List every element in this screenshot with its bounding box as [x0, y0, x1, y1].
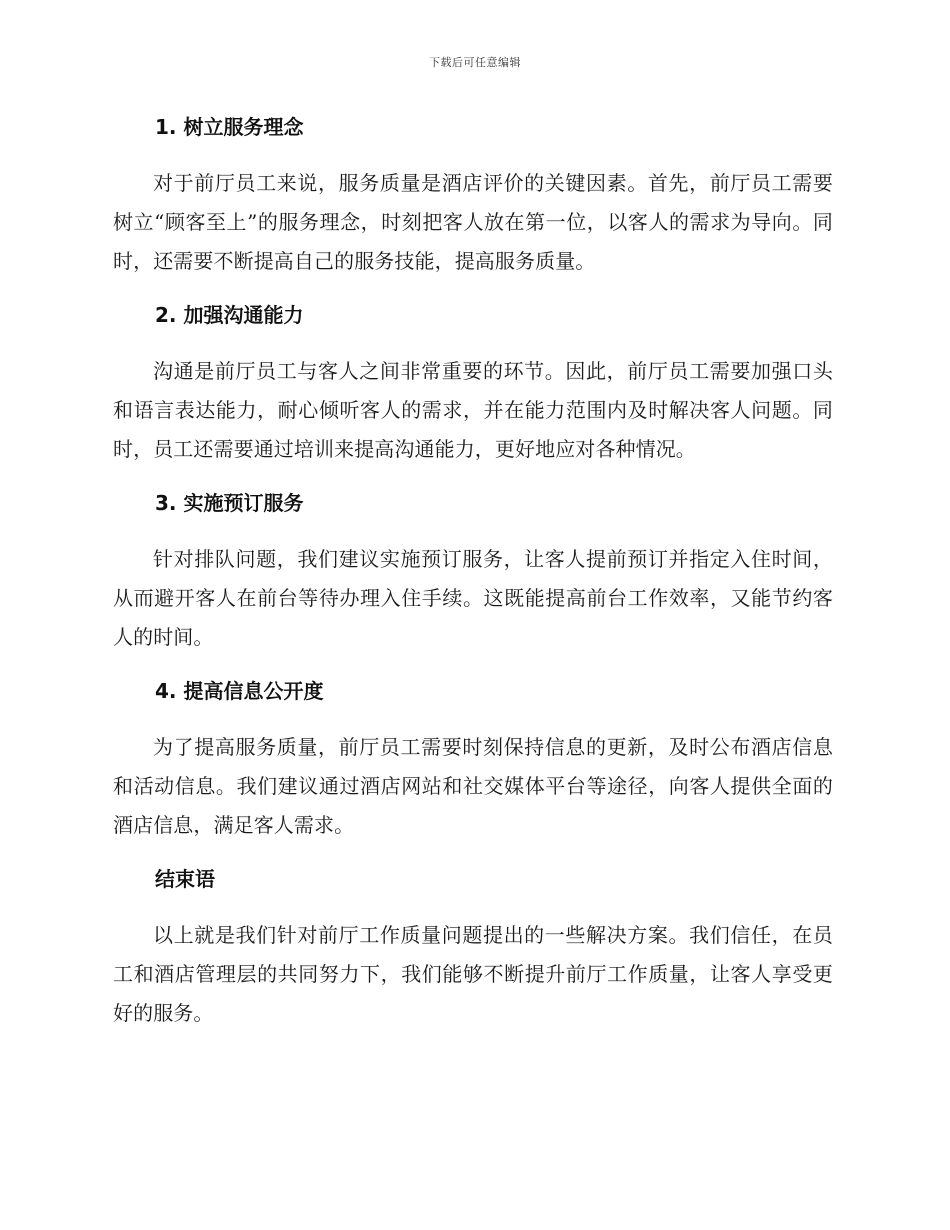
- page-header: 下载后可任意编辑: [429, 56, 521, 69]
- section-information: [113, 672, 833, 845]
- document-body: [113, 108, 833, 1048]
- section-service-concept: [113, 108, 833, 281]
- section-heading: 3. 实施预订服务: [155, 491, 304, 515]
- section-paragraph: 为了提高服务质量，前厅员工需要时刻保持信息的更新，及时公布酒店信息和活动信息。我们建议通过酒店网站和社交媒体平台等途径，向客人提供全面的酒店信息，满足客人需求。: [113, 735, 833, 837]
- section-paragraph: 针对排队问题，我们建议实施预订服务，让客人提前预订并指定入住时间，从而避开客人在前台等待办理入住手续。这既能提高前台工作效率，又能节约客人的时间。: [113, 547, 833, 649]
- section-heading: 2. 加强沟通能力: [155, 303, 304, 327]
- section-communication: [113, 296, 833, 469]
- section-conclusion: [113, 860, 833, 1033]
- section-paragraph: 沟通是前厅员工与客人之间非常重要的环节。因此，前厅员工需要加强口头和语言表达能力，耐心倾听客人的需求，并在能力范围内及时解决客人问题。同时，员工还需要通过培训来提高沟通能力，更好地应对各种情况。: [113, 359, 833, 461]
- section-paragraph: 以上就是我们针对前厅工作质量问题提出的一些解决方案。我们信任，在员工和酒店管理层的共同努力下，我们能够不断提升前厅工作质量，让客人享受更好的服务。: [113, 923, 833, 1025]
- section-heading: 结束语: [155, 867, 215, 891]
- section-paragraph: 对于前厅员工来说，服务质量是酒店评价的关键因素。首先，前厅员工需要树立“顾客至上”的服务理念，时刻把客人放在第一位，以客人的需求为导向。同时，还需要不断提高自己的服务技能，提高服务质量。: [113, 171, 833, 273]
- section-heading: 1. 树立服务理念: [155, 115, 304, 139]
- section-heading: 4. 提高信息公开度: [155, 679, 324, 703]
- section-reservation: [113, 484, 833, 657]
